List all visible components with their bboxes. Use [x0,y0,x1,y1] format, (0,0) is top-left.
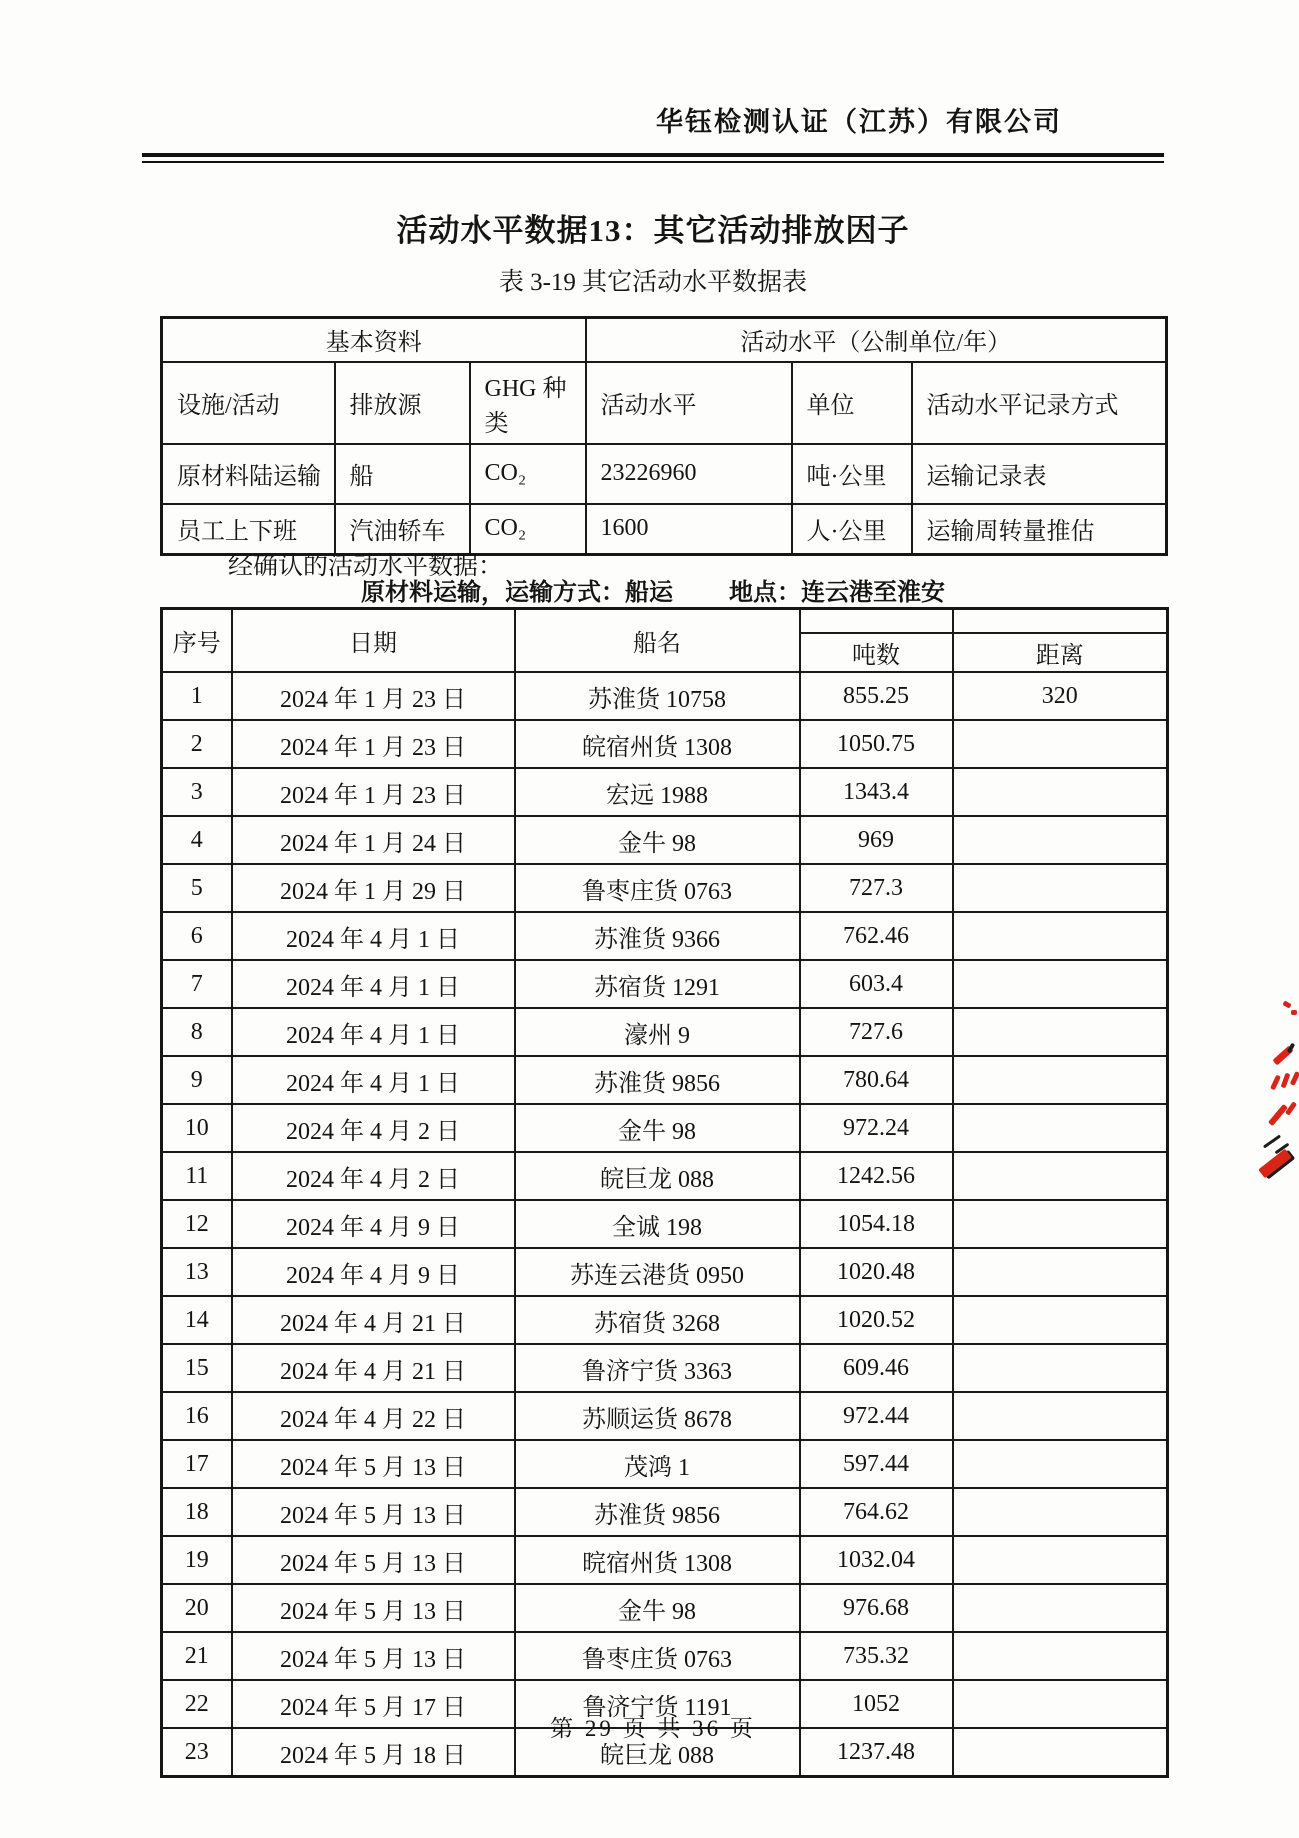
cell: 皖巨龙 088 [515,1152,800,1200]
cell: 2024 年 4 月 21 日 [232,1344,515,1392]
col-header-seq: 序号 [162,609,232,673]
cell: 1600 [586,504,792,555]
cell: 苏连云港货 0950 [515,1248,800,1296]
col-header-emission-source: 排放源 [335,362,470,444]
stamp-mark [1270,1075,1281,1091]
cell: 16 [162,1392,232,1440]
page-number: 第 29 页 共 36 页 [550,1716,756,1741]
table-row [162,1344,1168,1392]
cell: 皖巨龙 088 [515,1728,800,1777]
activity-summary-table [160,316,1168,556]
cell: 2024 年 4 月 22 日 [232,1392,515,1440]
cell: 运输周转量推估 [912,504,1167,555]
table-row [162,609,1168,634]
location-label: 地点：连云港至淮安 [729,580,945,606]
cell: 2 [162,720,232,768]
cell: 9 [162,1056,232,1104]
cell: 855.25 [800,672,953,720]
cell: 鲁济宁货 1191 [515,1680,800,1728]
cell: 2024 年 4 月 2 日 [232,1104,515,1152]
cell: 苏淮货 10758 [515,672,800,720]
cell: 10 [162,1104,232,1152]
stamp-mark [1268,1104,1288,1126]
table-row [162,720,1168,768]
col-header-facility: 设施/活动 [162,362,335,444]
cell [953,1056,1168,1104]
cell: 1032.04 [800,1536,953,1584]
cell: 晥宿州货 1308 [515,1536,800,1584]
cell: 1020.52 [800,1296,953,1344]
table-row [162,1248,1168,1296]
cell: 金牛 98 [515,1584,800,1632]
cell: 22 [162,1680,232,1728]
cell: 8 [162,1008,232,1056]
table-row [162,1440,1168,1488]
page-title: 活动水平数据13：其它活动排放因子 [396,213,910,248]
col-header-date: 日期 [232,609,515,673]
header-double-rule [142,153,1164,163]
cell: 金牛 98 [515,816,800,864]
cell [953,1440,1168,1488]
table-row [162,362,1167,444]
cell [953,960,1168,1008]
cell [953,1392,1168,1440]
cell: 2024 年 4 月 9 日 [232,1248,515,1296]
table-row [162,1632,1168,1680]
cell: 苏宿货 1291 [515,960,800,1008]
table-row [162,1152,1168,1200]
cell: 2024 年 5 月 13 日 [232,1632,515,1680]
stamp-mark [1287,1043,1295,1054]
cell: 濠州 9 [515,1008,800,1056]
cell: 19 [162,1536,232,1584]
cell: 609.46 [800,1344,953,1392]
cell: 2024 年 4 月 1 日 [232,960,515,1008]
cell [953,1104,1168,1152]
cell: 727.3 [800,864,953,912]
table-row [162,1056,1168,1104]
cell: 727.6 [800,1008,953,1056]
table-row [162,318,1167,362]
cell: 1020.48 [800,1248,953,1296]
cell: 6 [162,912,232,960]
col-header-unit: 单位 [792,362,912,444]
shipment-records-table [160,607,1169,1778]
transport-location-line [142,572,1164,607]
cell: 1343.4 [800,768,953,816]
col-header-activity-level: 活动水平 [586,362,792,444]
cell: 2024 年 1 月 24 日 [232,816,515,864]
cell [953,1344,1168,1392]
empty-header-cell [953,609,1168,634]
cell [953,720,1168,768]
col-header-tonnage: 吨数 [800,633,953,672]
table-row [162,1200,1168,1248]
cell: 苏淮货 9856 [515,1488,800,1536]
cell: 吨·公里 [792,444,912,504]
table-row [162,1584,1168,1632]
cell: 1052 [800,1680,953,1728]
cell: 2024 年 1 月 23 日 [232,672,515,720]
cell: 7 [162,960,232,1008]
cell: 597.44 [800,1440,953,1488]
cell: 苏淮货 9366 [515,912,800,960]
cell: 船 [335,444,470,504]
activity-table-body [162,444,1167,555]
transport-mode-label: 原材料运输，运输方式：船运 [361,580,673,606]
cell [953,816,1168,864]
cell: 603.4 [800,960,953,1008]
cell: 员工上下班 [162,504,335,555]
cell: 原材料陆运输 [162,444,335,504]
cell: 2024 年 5 月 13 日 [232,1584,515,1632]
cell: 运输记录表 [912,444,1167,504]
cell [953,1200,1168,1248]
cell: 762.46 [800,912,953,960]
cell: 5 [162,864,232,912]
table-row [162,768,1168,816]
group-header-basic-info: 基本资料 [162,318,586,362]
cell [953,1008,1168,1056]
cell: 宏远 1988 [515,768,800,816]
cell: 764.62 [800,1488,953,1536]
cell: 2024 年 4 月 1 日 [232,1008,515,1056]
cell: 12 [162,1200,232,1248]
stamp-mark [1282,1000,1291,1008]
table-row [162,816,1168,864]
stamp-mark [1281,1073,1291,1089]
cell: 2024 年 1 月 23 日 [232,768,515,816]
cell [953,1632,1168,1680]
cell: 20 [162,1584,232,1632]
table-row [162,1488,1168,1536]
group-header-activity-level: 活动水平（公制单位/年） [586,318,1167,362]
cell: 15 [162,1344,232,1392]
cell [953,768,1168,816]
cell: 全诚 198 [515,1200,800,1248]
stamp-mark [1285,1101,1297,1115]
stamp-mark [1263,1135,1281,1149]
cell: 茂鸿 1 [515,1440,800,1488]
table-row [162,1104,1168,1152]
stamp-mark [1290,1071,1299,1086]
shipment-table-body [162,672,1168,1777]
cell: 320 [953,672,1168,720]
cell: 21 [162,1632,232,1680]
cell: 2024 年 5 月 13 日 [232,1440,515,1488]
cell: 17 [162,1440,232,1488]
cell: 苏宿货 3268 [515,1296,800,1344]
cell: 汽油轿车 [335,504,470,555]
cell [953,1152,1168,1200]
cell: 4 [162,816,232,864]
table-row [162,912,1168,960]
cell: 苏顺运货 8678 [515,1392,800,1440]
cell: CO₂ [470,444,586,504]
cell: 皖宿州货 1308 [515,720,800,768]
table-row [162,1296,1168,1344]
cell: 11 [162,1152,232,1200]
cell: 969 [800,816,953,864]
cell: 972.44 [800,1392,953,1440]
cell: 1237.48 [800,1728,953,1777]
company-header: 华钰检测认证（江苏）有限公司 [656,107,1062,137]
table-row [162,960,1168,1008]
cell: 2024 年 1 月 23 日 [232,720,515,768]
cell: 鲁枣庄货 0763 [515,1632,800,1680]
col-header-ship-name: 船名 [515,609,800,673]
stamp-mark [1291,1010,1297,1015]
col-header-record-method: 活动水平记录方式 [912,362,1167,444]
col-header-distance: 距离 [953,633,1168,672]
table-row [162,672,1168,720]
table-row [162,444,1167,504]
cell [953,912,1168,960]
cell: 23 [162,1728,232,1777]
col-header-ghg-type: GHG 种类 [470,362,586,444]
cell: 鲁济宁货 3363 [515,1344,800,1392]
cell: 2024 年 4 月 9 日 [232,1200,515,1248]
cell: 2024 年 4 月 2 日 [232,1152,515,1200]
table-row [162,1008,1168,1056]
cell: 1054.18 [800,1200,953,1248]
cell: 976.68 [800,1584,953,1632]
table-row [162,1392,1168,1440]
cell: 1242.56 [800,1152,953,1200]
cell: 2024 年 1 月 29 日 [232,864,515,912]
cell: 2024 年 5 月 13 日 [232,1488,515,1536]
cell: 人·公里 [792,504,912,555]
cell: 23226960 [586,444,792,504]
cell: 972.24 [800,1104,953,1152]
cell: 1050.75 [800,720,953,768]
cell: 金牛 98 [515,1104,800,1152]
cell [953,1488,1168,1536]
table-row [162,864,1168,912]
cell [953,864,1168,912]
cell: 2024 年 4 月 21 日 [232,1296,515,1344]
cell: 2024 年 4 月 1 日 [232,1056,515,1104]
cell [953,1296,1168,1344]
cell: 苏淮货 9856 [515,1056,800,1104]
table-row [162,1536,1168,1584]
confirmed-note: 经确认的活动水平数据： [228,553,504,580]
cell: 2024 年 5 月 13 日 [232,1536,515,1584]
cell: 2024 年 5 月 17 日 [232,1680,515,1728]
cell: 3 [162,768,232,816]
cell [953,1536,1168,1584]
cell: 14 [162,1296,232,1344]
cell: 735.32 [800,1632,953,1680]
cell: 鲁枣庄货 0763 [515,864,800,912]
cell: 2024 年 5 月 18 日 [232,1728,515,1777]
cell [953,1248,1168,1296]
cell [953,1584,1168,1632]
empty-header-cell [800,609,953,634]
cell: 1 [162,672,232,720]
table1-caption: 表 3-19 其它活动水平数据表 [498,269,808,296]
cell: 780.64 [800,1056,953,1104]
cell: CO₂ [470,504,586,555]
cell: 18 [162,1488,232,1536]
cell: 2024 年 4 月 1 日 [232,912,515,960]
cell: 13 [162,1248,232,1296]
